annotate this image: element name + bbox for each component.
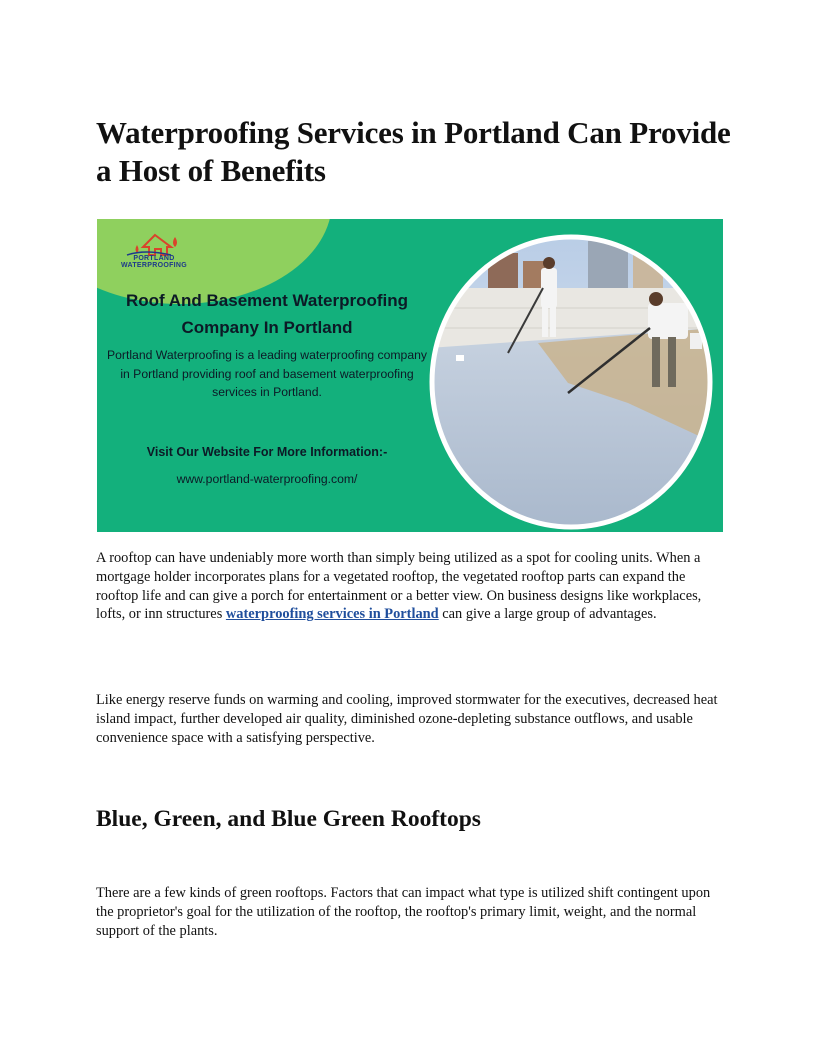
promo-banner [97,219,723,532]
page-title: Waterproofing Services in Portland Can Provide a Host of Benefits [96,115,731,188]
waterproofing-services-link[interactable]: waterproofing services in Portland [225,606,439,623]
intro-text-start: A rooftop can have undeniably more worth than simply being utilized as a spot for cooling units. When a mortgage holder incorporates plans for a vegetated rooftop, the vegetated rooftop parts can expand the rooftop life and can give a porch for entertainment or a better view. On business designs like workplaces, lofts, or inn structures [96,550,702,623]
roof-workers-photo [428,233,714,531]
banner-website-url: www.portland-waterproofing.com/ [176,472,358,486]
banner-visit-text: Visit Our Website For More Information:- [146,445,388,459]
banner-heading: Roof And Basement Waterproofing Company In Portland [125,291,409,337]
intro-text-end: can give a large group of advantages. [438,606,657,623]
banner-description: Portland Waterproofing is a leading waterproofing company in Portland providing roof and basement waterproofing services in Portland. [107,348,427,400]
logo-text-line1: PORTLAND [133,255,175,262]
section-heading: Blue, Green, and Blue Green Rooftops [96,806,481,832]
logo-text-line2: WATERPROOFING [121,262,187,269]
portland-waterproofing-logo [115,231,205,277]
green-rooftops-paragraph: There are a few kinds of green rooftops. Factors that can impact what type is utilized shift contingent upon the proprietor's goal for the utilization of the rooftop, the rooftop's primary limit, weight, and the normal support of the plants. [96,885,711,939]
benefits-paragraph: Like energy reserve funds on warming and cooling, improved stormwater for the executives, decreased heat island impact, further developed air quality, diminished ozone-depleting substance outflows, and usable convenience space with a satisfying perspective. [96,692,718,746]
intro-paragraph [96,549,726,624]
